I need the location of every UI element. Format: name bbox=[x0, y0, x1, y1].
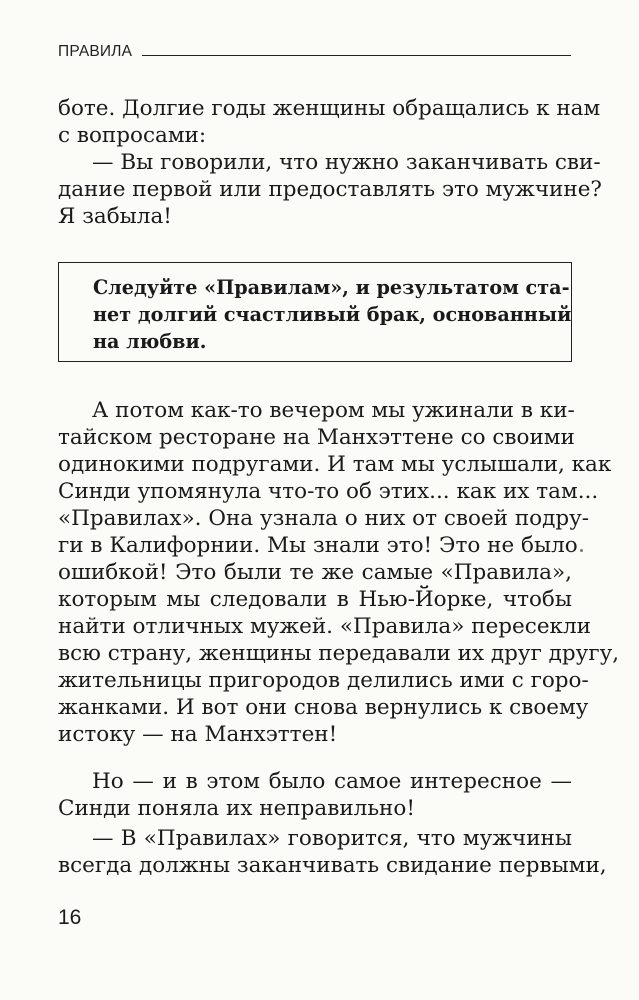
text-line: Я забыла! bbox=[58, 204, 172, 229]
text-line: Но — и в этом было самое интересное — bbox=[92, 769, 572, 794]
scan-speck bbox=[580, 549, 583, 552]
text-line: тайском ресторане на Манхэттене со своими bbox=[58, 425, 575, 450]
text-line: истоку — на Манхэттен! bbox=[58, 722, 338, 747]
body-paragraph-2 bbox=[58, 768, 572, 822]
text-line: Синди поняла их неправильно! bbox=[58, 796, 415, 821]
callout-text bbox=[93, 274, 572, 355]
top-paragraph bbox=[58, 95, 602, 230]
page-number: 16 bbox=[58, 906, 82, 929]
text-line: одинокими подругами. И там мы услышали, как bbox=[58, 452, 612, 477]
text-line: всю страну, женщины передавали их друг другу, bbox=[58, 641, 620, 666]
text-line: жительницы пригородов делились ими с горо- bbox=[58, 668, 589, 693]
callout-line: Следуйте «Правилам», и результатом ста- bbox=[93, 276, 570, 299]
text-line: А потом как-то вечером мы ужинали в ки- bbox=[92, 398, 575, 423]
body-paragraph-1 bbox=[58, 397, 620, 748]
text-line: — В «Правилах» говорится, что мужчины bbox=[92, 826, 572, 851]
text-line: жанками. И вот они снова вернулись к своему bbox=[58, 695, 589, 720]
text-line: боте. Долгие годы женщины обращались к нам bbox=[58, 96, 601, 121]
text-line: дание первой или предоставлять это мужчине? bbox=[58, 177, 602, 202]
text-line: — Вы говорили, что нужно заканчивать сви- bbox=[92, 150, 601, 175]
text-line: которым мы следовали в Нью-Йорке, чтобы bbox=[58, 587, 572, 612]
text-line: Синди упомянула что-то об этих... как их там... bbox=[58, 479, 599, 504]
body-paragraph-3 bbox=[58, 825, 607, 879]
text-line: «Правилах». Она узнала о них от своей подру- bbox=[58, 506, 590, 531]
callout-line: нет долгий счастливый брак, основанный bbox=[93, 303, 572, 326]
running-header bbox=[58, 38, 571, 60]
text-line: ги в Калифорнии. Мы знали это! Это не было bbox=[58, 533, 578, 558]
callout-line: на любви. bbox=[93, 330, 207, 353]
text-line: ошибкой! Это были те же самые «Правила», bbox=[58, 560, 572, 585]
text-line: найти отличных мужей. «Правила» пересекли bbox=[58, 614, 591, 639]
text-line: с вопросами: bbox=[58, 123, 207, 148]
header-rule bbox=[142, 55, 571, 56]
text-line: всегда должны заканчивать свидание первыми, bbox=[58, 853, 607, 878]
running-title: ПРАВИЛА bbox=[58, 42, 133, 60]
callout-box bbox=[58, 262, 572, 362]
